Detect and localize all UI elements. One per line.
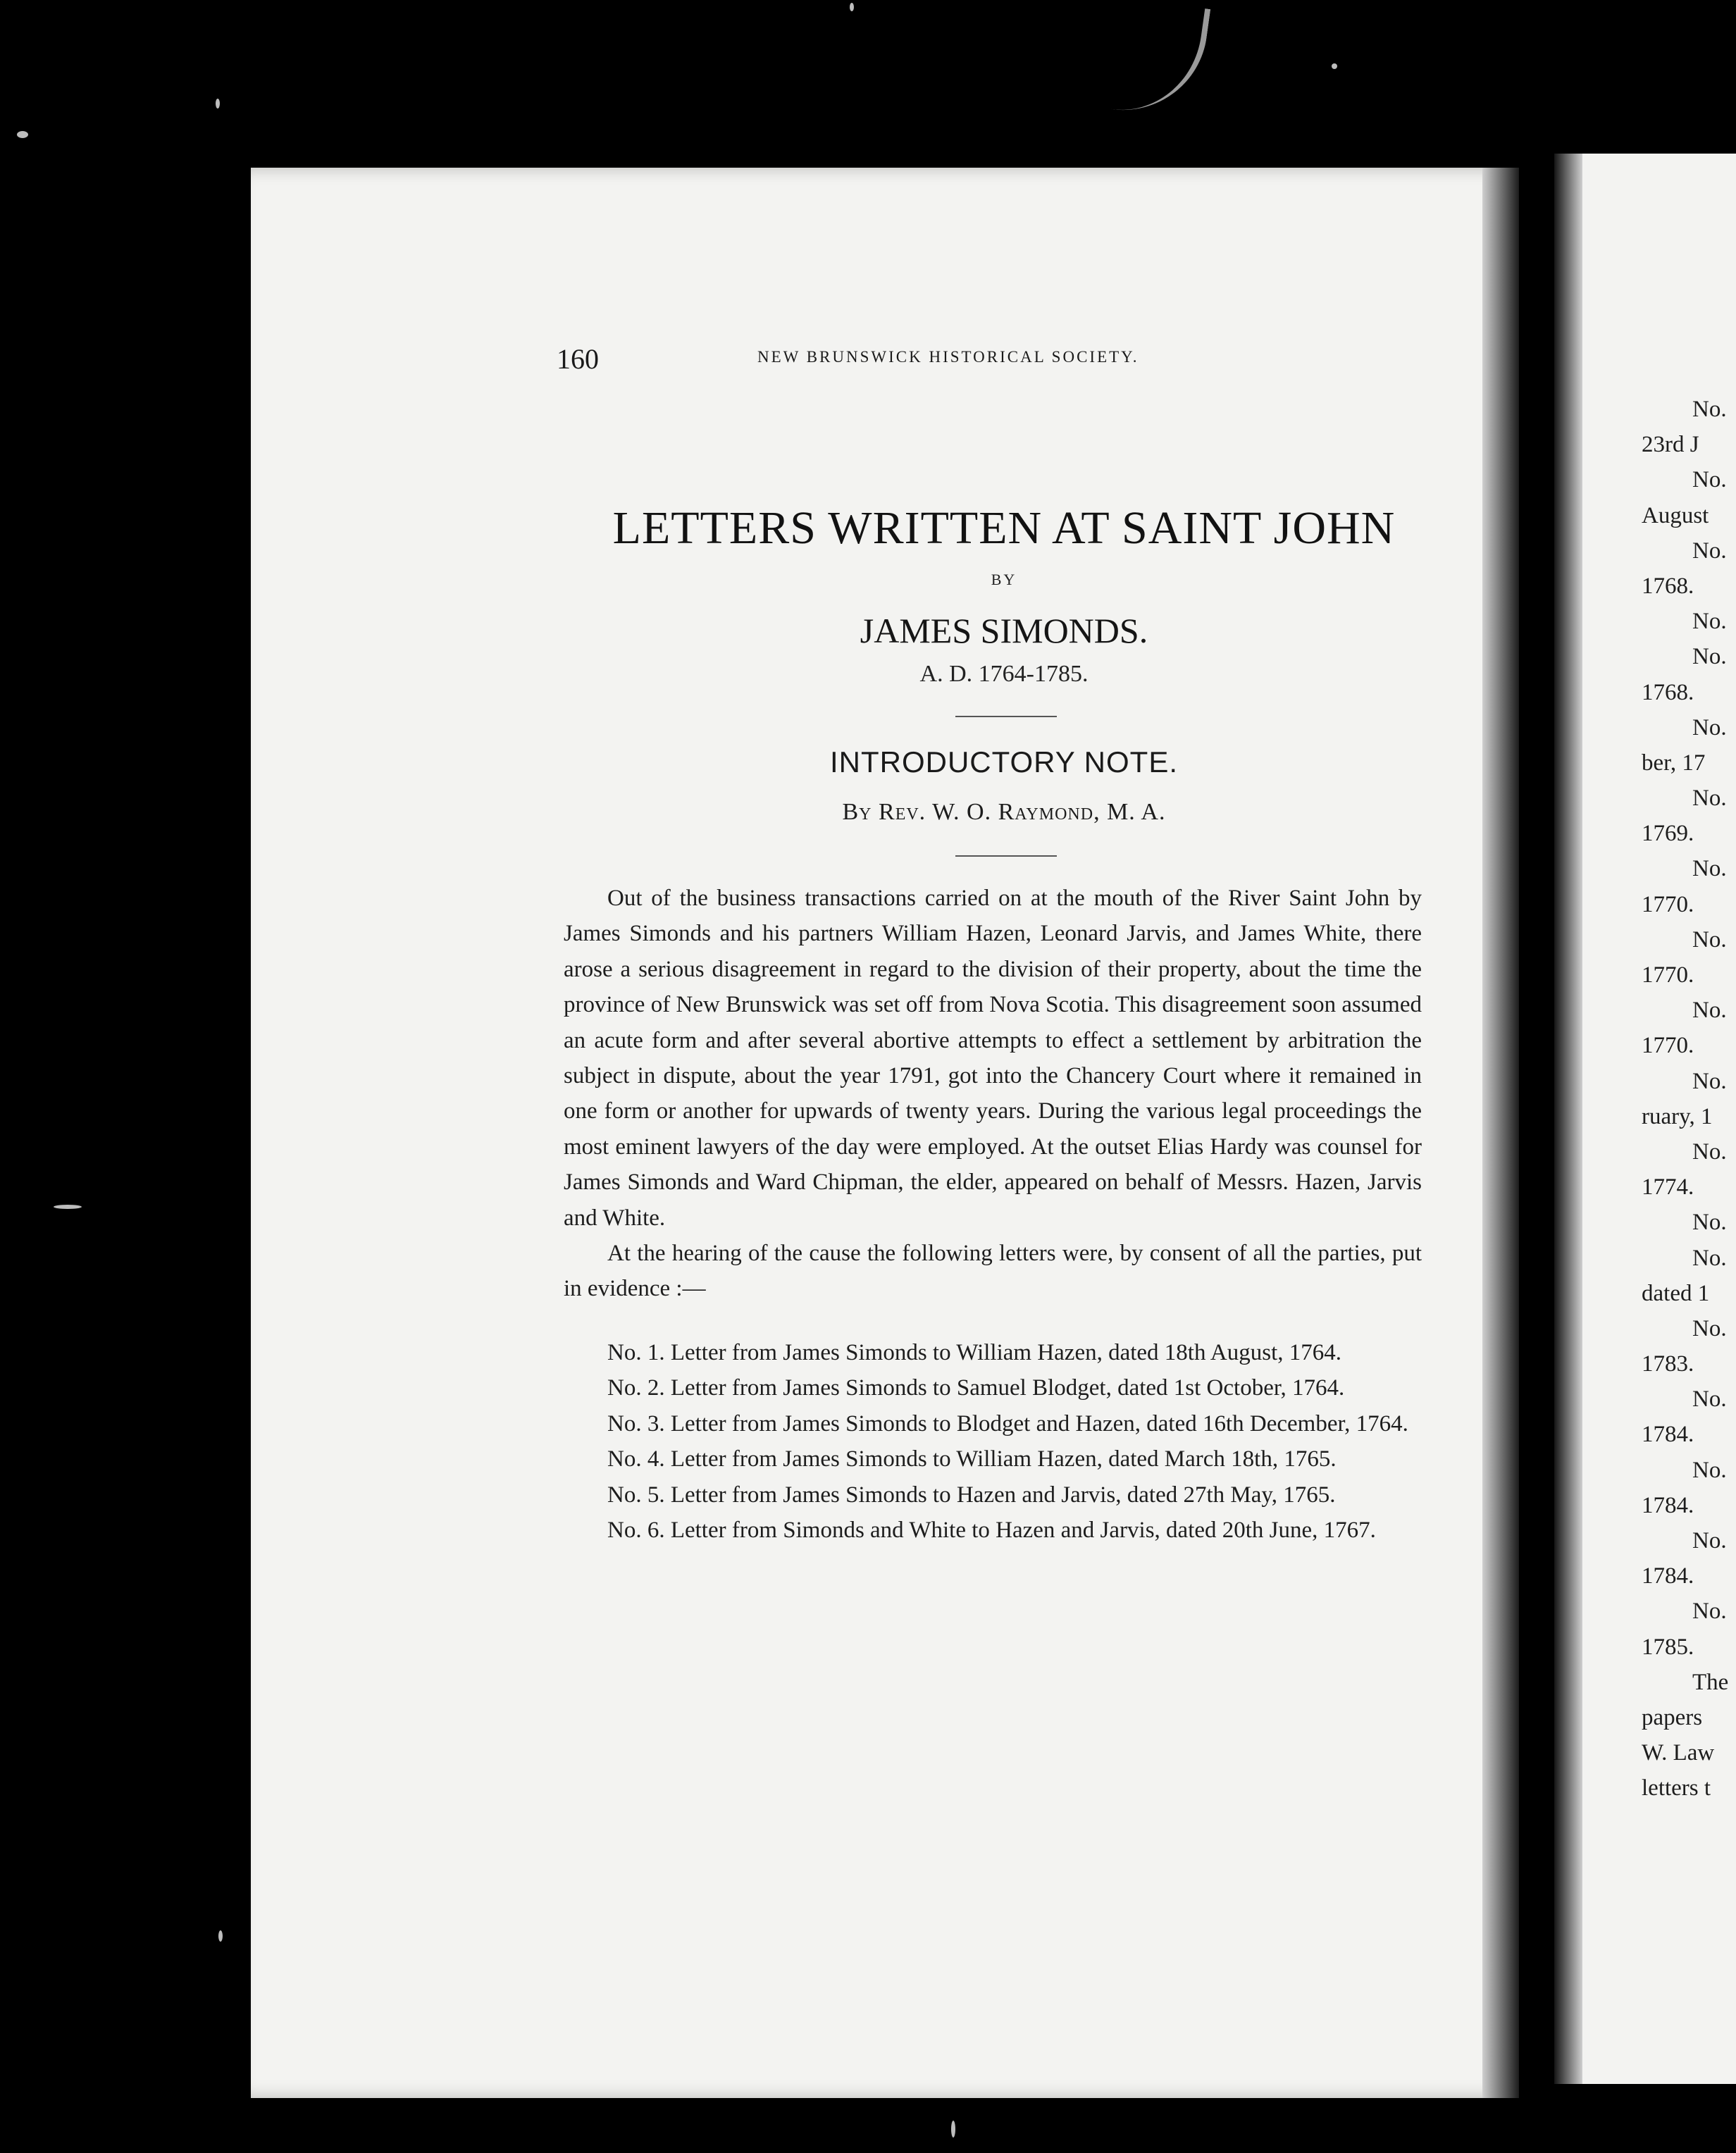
letter-entry: No. 6. Letter from Simonds and White to Hazen and Jarvis, dated 20th June, 1767. [607,1517,1376,1543]
right-page-line: 1770. [1642,962,1694,988]
scan-speck [850,3,854,11]
page-number: 160 [557,343,599,375]
running-head [557,342,1444,385]
introduction-body [564,881,1422,1548]
right-page-line: No. [1692,1599,1727,1625]
right-page-line: No. [1692,998,1727,1024]
scan-speck [216,99,220,108]
paragraph: Out of the business transactions carried on at the mouth of the River Saint John by James Simonds and his partners William Hazen, Leonard Jarvis, and James White, there arose a serious disagreement in regard to the division of their property, about the time the province of New Brunswick was set off from Nova Scotia. This disagreement soon assumed an acute form and after several abortive attempts to effect a settlement by arbitration the subject in dispute, about the year 1791, got into the Chancery Court where it remained in one form or another for upwards of twenty years. During the various legal proceedings the most eminent lawyers of the day were employed. At the outset Elias Hardy was counsel for James Simonds and Ward Chipman, the elder, appeared on behalf of Messrs. Hazen, Jarvis and White. [564,886,1422,1231]
right-page-line: No. [1692,538,1727,564]
right-page-line: No. [1692,1210,1727,1236]
letter-entry: No. 3. Letter from James Simonds to Blodget and Hazen, dated 16th December, 1764. [607,1410,1408,1437]
right-page-line: No. [1692,1315,1727,1341]
section-heading: INTRODUCTORY NOTE. [829,745,1179,778]
right-page-line: August [1642,502,1709,528]
scan-artifact-hair [1071,0,1211,121]
right-page-line: No. [1692,397,1727,422]
letter-entry: No. 5. Letter from James Simonds to Hazen and Jarvis, dated 27th May, 1765. [607,1482,1336,1508]
paragraph: At the hearing of the cause the following letters were, by consent of all the parties, put in evidence :— [564,1241,1422,1302]
journal-name: NEW BRUNSWICK HISTORICAL SOCIETY. [757,348,1139,366]
article-author: JAMES SIMONDS. [860,611,1148,650]
right-page-line: 1774. [1642,1174,1694,1200]
right-page-line: No. [1692,467,1727,493]
right-page-line: 1769. [1642,821,1694,847]
right-page-line: letters t [1642,1775,1711,1801]
right-page-line: No. [1692,786,1727,812]
right-page-line: 1770. [1642,891,1694,917]
right-page-line: 1783. [1642,1351,1694,1377]
letter-entry: No. 1. Letter from James Simonds to William Hazen, dated 18th August, 1764. [607,1339,1341,1365]
scan-speck [218,1930,223,1942]
divider-rule [955,716,1057,717]
right-page-line: 1784. [1642,1492,1694,1518]
right-page-line: ber, 17 [1642,750,1706,776]
right-page-line: No. [1692,1386,1727,1413]
letter-entry: No. 2. Letter from James Simonds to Samuel Blodget, dated 1st October, 1764. [607,1375,1345,1401]
date-range: A. D. 1764-1785. [919,661,1089,687]
right-page-line: No. [1692,714,1727,740]
right-page-line: 1785. [1642,1634,1694,1660]
by-label: BY [991,571,1017,588]
scan-speck [951,2121,955,2138]
page-binding-shadow [1482,168,1519,2098]
right-page-line: No. [1692,609,1727,635]
right-page-line: 1768. [1642,679,1694,705]
scan-speck [54,1205,82,1209]
right-page-line: No. [1692,926,1727,953]
right-page-line: papers [1642,1704,1703,1730]
right-page-line: 23rd J [1642,432,1699,458]
right-page-line: 1768. [1642,573,1694,599]
section-byline: By Rev. W. O. Raymond, M. A. [842,799,1166,825]
scan-speck [1332,63,1337,69]
right-page-line: dated 1 [1642,1280,1710,1306]
right-page-line: No. [1692,1245,1727,1271]
right-page-line: 1784. [1642,1422,1694,1448]
right-page-line: No. [1692,1068,1727,1094]
right-page-text [1642,392,1736,1806]
right-page-line: No. [1692,1457,1727,1483]
page-binding-shadow [1554,154,1582,2084]
letter-entry: No. 4. Letter from James Simonds to William Hazen, dated March 18th, 1765. [607,1446,1337,1472]
divider-rule [955,855,1057,857]
article-title: LETTERS WRITTEN AT SAINT JOHN [612,502,1396,554]
scan-speck [17,131,28,138]
right-page-line: ruary, 1 [1642,1103,1713,1129]
right-page-line: 1770. [1642,1033,1694,1059]
right-page-line: The [1692,1669,1729,1695]
right-page-line: W. Law [1642,1740,1715,1766]
right-page-line: No. [1692,644,1727,670]
right-page-line: No. [1692,856,1727,882]
right-page-line: No. [1692,1138,1727,1165]
letter-list [564,1335,1422,1548]
right-page-line: 1784. [1642,1563,1694,1589]
right-page-line: No. [1692,1528,1727,1553]
